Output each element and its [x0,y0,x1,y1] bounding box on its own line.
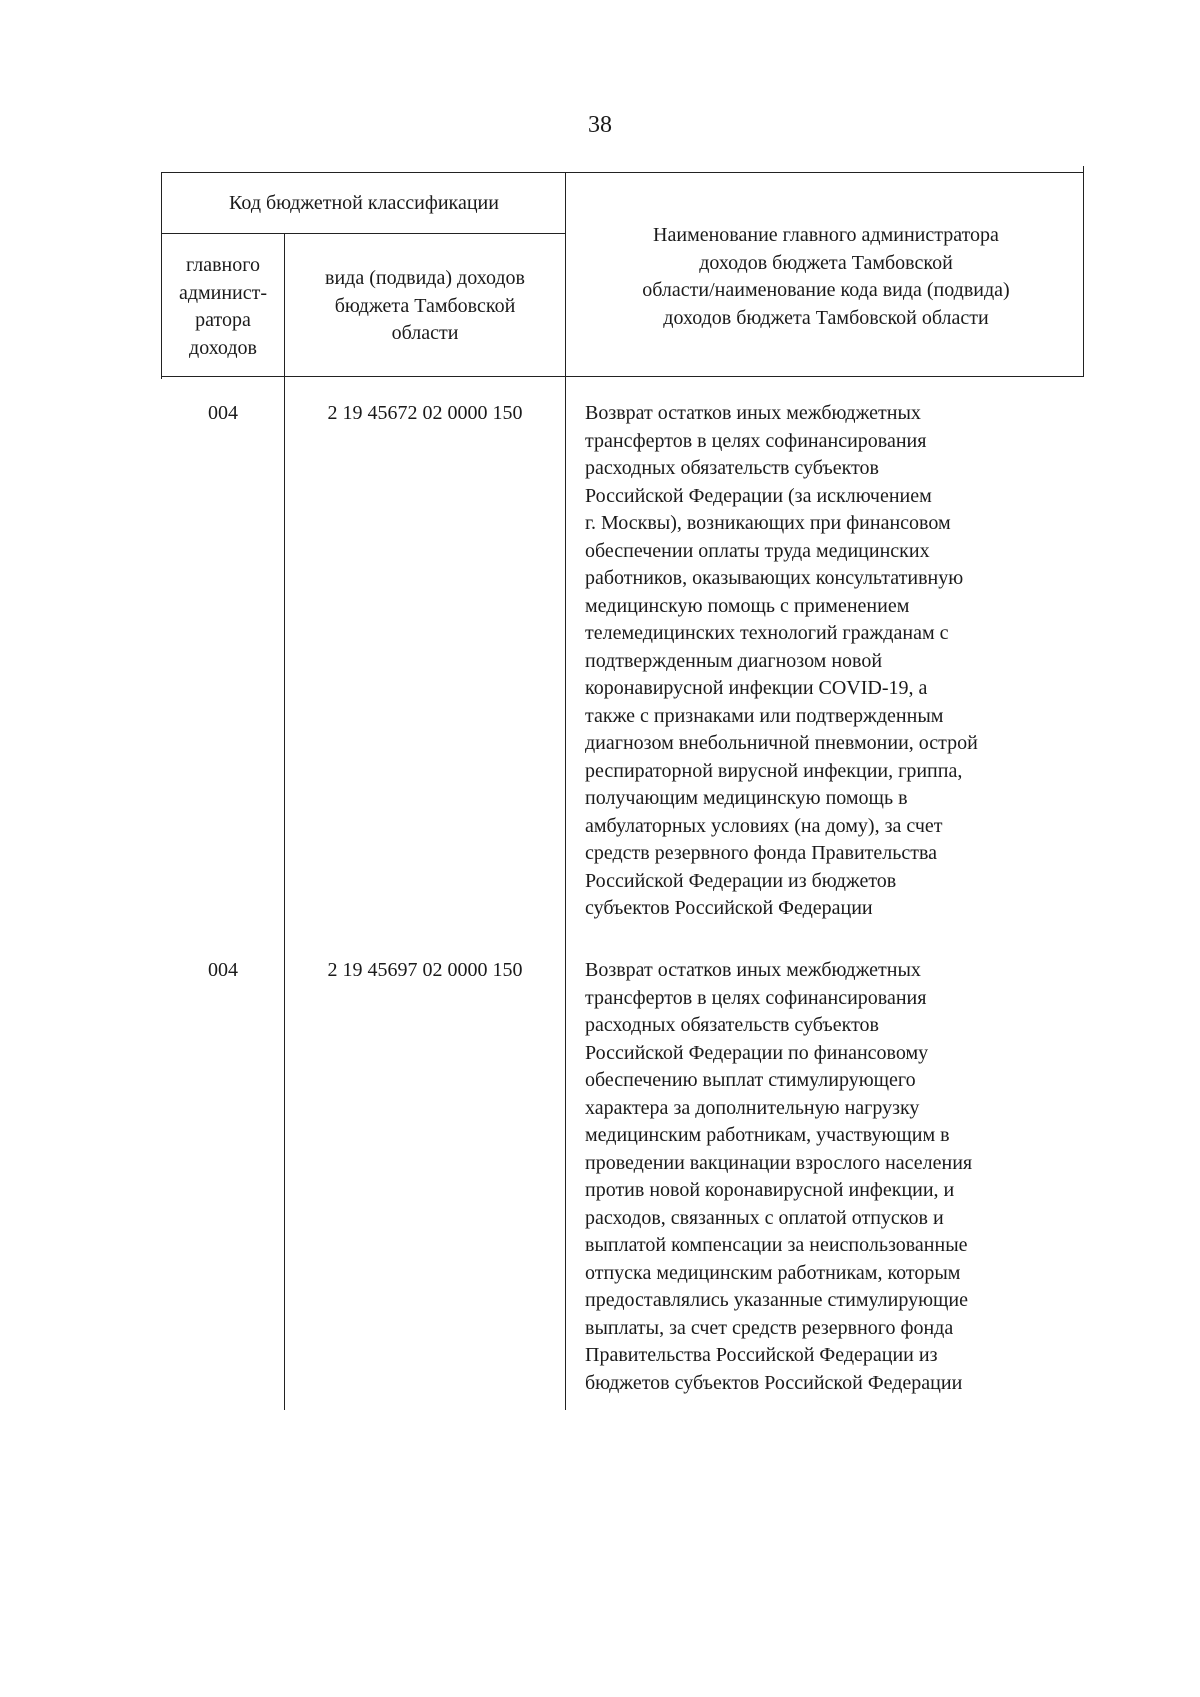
header-income-kind-column: вида (подвида) доходов бюджета Тамбовской области [325,267,525,344]
row-2-income-code: 2 19 45697 02 0000 150 [327,959,523,981]
header-budget-classification-code: Код бюджетной классификации [229,192,499,214]
row-2-name: Возврат остатков иных межбюджетных трансфертов в целях софинансирования расходных обязательств субъектов Российской Федерации по финансовому обеспечению выплат стимулирующего характера за дополнительную нагрузку медицинским работникам, участвующим в проведении вакцинации взрослого населения против новой коронавирусной инфекции, и расходов, связанных с оплатой отпусков и выплатой компенсации за неиспользованные отпуска медицинским работникам, которым предоставлялись указанные стимулирующие выплаты, за счет средств резервного фонда Правительства Российской Федерации из бюджетов субъектов Российской Федерации [585,959,973,1394]
row-1-name: Возврат остатков иных межбюджетных трансфертов в целях софинансирования расходных обязательств субъектов Российской Федерации (за исключением г. Москвы), возникающих при финансовом обеспечении оплаты труда медицинских работников, оказывающих консультативную медицинскую помощь с применением телемедицинских технологий гражданам с подтвержденным диагнозом новой коронавирусной инфекции COVID-19, а также с признаками или подтвержденным диагнозом внебольничной пневмонии, острой респираторной вирусной инфекции, гриппа, получающим медицинскую помощь в амбулаторных условиях (на дому), за счет средств резервного фонда Правительства Российской Федерации из бюджетов субъектов Российской Федерации [585,402,978,919]
column-divider-admin-code [284,233,285,1410]
table-header-bottom-border [161,376,1084,377]
header-group-divider [161,233,565,234]
header-name-column: Наименование главного администратора доходов бюджета Тамбовской области/наименование кода вида (подвида) доходов бюджета Тамбовской области [642,224,1010,329]
column-divider-code-name [565,172,566,1410]
row-1-admin-code: 004 [208,402,238,424]
page-number: 38 [588,112,612,138]
row-1-income-code: 2 19 45672 02 0000 150 [327,402,523,424]
table-right-border [1083,166,1084,376]
header-admin-column: главного админист- ратора доходов [178,254,268,359]
table-left-border [161,172,162,379]
row-2-admin-code: 004 [208,959,238,981]
table-top-border [161,172,1084,173]
